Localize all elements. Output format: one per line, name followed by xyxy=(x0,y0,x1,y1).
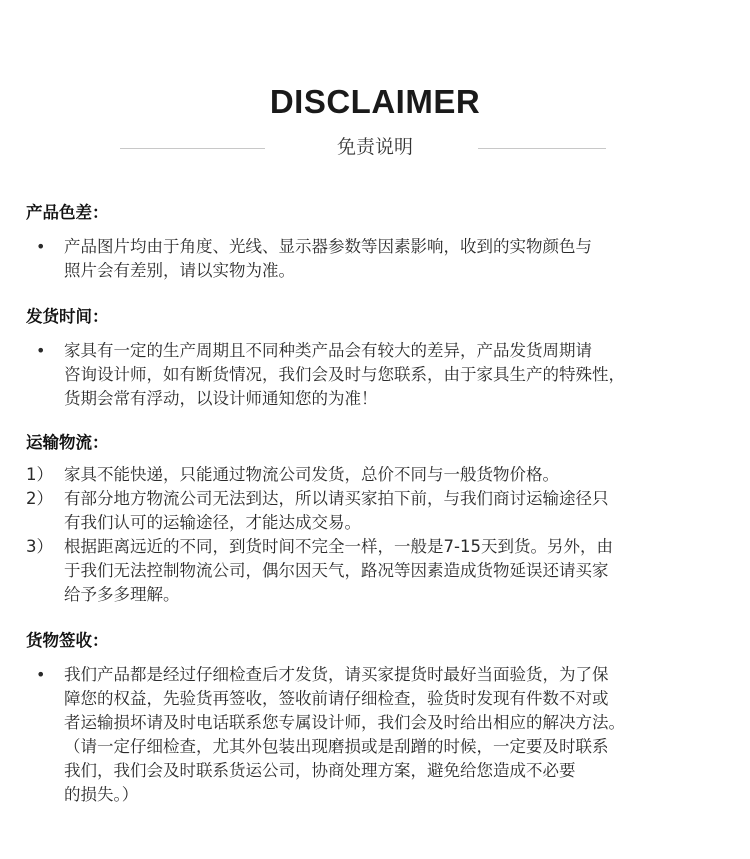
section-heading: 运输物流： xyxy=(26,433,109,452)
number-marker: 3） xyxy=(26,537,53,556)
bullet-marker: • xyxy=(36,665,46,684)
bullet-marker: • xyxy=(36,341,46,360)
page-subtitle: 免责说明 xyxy=(336,136,413,158)
list-item xyxy=(26,235,736,283)
list-item xyxy=(26,339,736,411)
section-heading: 产品色差： xyxy=(26,203,109,222)
section-shipping-time xyxy=(26,305,736,411)
list-item xyxy=(26,487,736,535)
item-text: 家具有一定的生产周期且不同种类产品会有较大的差异，产品发货周期请 咨询设计师，如有断货情况，我们会及时与您联系，由于家具生产的特殊性， 货期会常有浮动，以设计师通知您的为准！ xyxy=(64,341,625,408)
list-item xyxy=(26,463,736,487)
bullet-marker: • xyxy=(36,237,46,256)
item-text: 有部分地方物流公司无法到达，所以请买家拍下前，与我们商讨运输途径只 有我们认可的运输途径，才能达成交易。 xyxy=(64,489,609,532)
section-color-difference xyxy=(26,201,736,283)
item-text: 根据距离远近的不同，到货时间不完全一样，一般是7-15天到货。另外，由 于我们无法控制物流公司，偶尔因天气，路况等因素造成货物延误还请买家 给予多多理解。 xyxy=(64,537,613,604)
list-item xyxy=(26,663,736,807)
item-text: 我们产品都是经过仔细检查后才发货，请买家提货时最好当面验货，为了保 障您的权益，先验货再签收，签收前请仔细检查，验货时发现有件数不对或 者运输损坏请及时电话联系您专属设计师，我们会及时给出相应的解决方法。 （请一定仔细检查，尤其外包装出现磨损或是刮蹭的时候，一定要及时联系 我们，我们会及时联系货运公司，协商处理方案，避免给您造成不必要 的损失。） xyxy=(64,665,625,804)
item-text: 家具不能快递，只能通过物流公司发货，总价不同与一般货物价格。 xyxy=(64,465,559,484)
item-text: 产品图片均由于角度、光线、显示器参数等因素影响，收到的实物颜色与 照片会有差别，请以实物为准。 xyxy=(64,237,592,280)
section-heading: 发货时间： xyxy=(26,307,109,326)
section-receipt xyxy=(26,629,736,807)
number-marker: 1） xyxy=(26,465,53,484)
subtitle-divider-right xyxy=(478,148,606,149)
section-logistics xyxy=(26,431,736,607)
page-title: DISCLAIMER xyxy=(269,83,481,120)
number-marker: 2） xyxy=(26,489,53,508)
list-item xyxy=(26,535,736,607)
section-heading: 货物签收： xyxy=(26,631,109,650)
